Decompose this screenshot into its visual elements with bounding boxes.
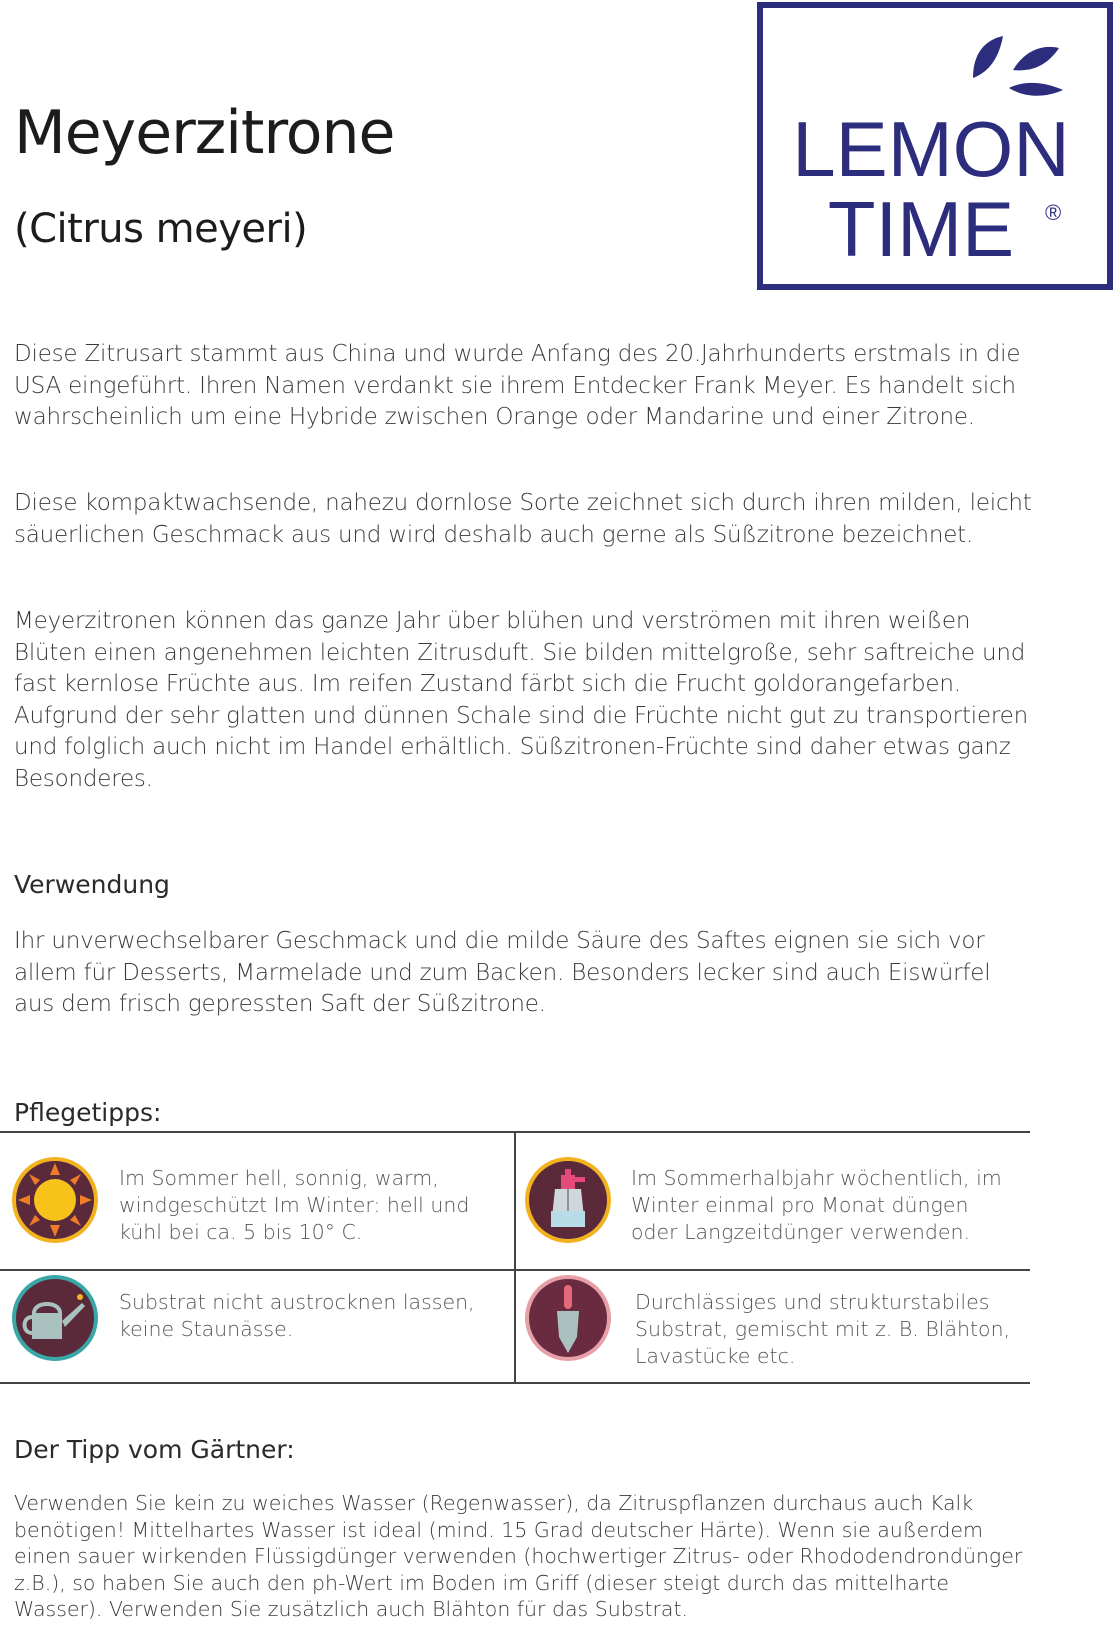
- page-subtitle: (Citrus meyeri): [14, 206, 308, 252]
- usage-heading: Verwendung: [14, 870, 170, 899]
- logo-registered: ®: [1045, 200, 1062, 225]
- grid-divider-vertical: [514, 1131, 516, 1384]
- care-text-light: Im Sommer hell, sonnig, warm, windgeschützt Im Winter: hell und kühl bei ca. 5 bis 10° C.: [119, 1166, 470, 1244]
- care-tips-grid: [0, 1131, 1030, 1384]
- lemon-time-logo: [757, 2, 1113, 290]
- intro-paragraph-1: Diese Zitrusart stammt aus China und wurde Anfang des 20.Jahrhunderts erstmals in die USA eingeführt. Ihren Namen verdankt sie ihrem Entdecker Frank Meyer. Es handelt sich wahrscheinlich um eine Hybride zwischen Orange oder Mandarine und einer Zitrone.: [14, 341, 1021, 430]
- care-heading: Pflegetipps:: [14, 1098, 162, 1127]
- trowel-icon: [523, 1273, 613, 1363]
- spray-bottle-icon: [523, 1155, 613, 1245]
- care-text-fertilizer: Im Sommerhalbjahr wöchentlich, im Winter einmal pro Monat düngen oder Langzeitdünger verwenden.: [631, 1166, 1002, 1244]
- gardener-tip-heading: Der Tipp vom Gärtner:: [14, 1435, 295, 1464]
- care-text-watering: Substrat nicht austrocknen lassen, keine Staunässe.: [119, 1290, 475, 1341]
- care-text-substrate: Durchlässiges und strukturstabiles Substrat, gemischt mit z. B. Blähton, Lavastücke etc.: [635, 1290, 1011, 1368]
- intro-paragraph-2: Diese kompaktwachsende, nahezu dornlose Sorte zeichnet sich durch ihren milden, leicht säuerlichen Geschmack aus und wird deshalb auch gerne als Süßzitrone bezeichnet.: [14, 490, 1032, 548]
- logo-line2: TIME: [827, 185, 1015, 273]
- sun-icon: [10, 1155, 100, 1245]
- logo-graphic: [763, 8, 1107, 284]
- logo-line1: LEMON: [792, 105, 1070, 193]
- watering-can-icon: [10, 1273, 100, 1363]
- gardener-tip-text: Verwenden Sie kein zu weiches Wasser (Regenwasser), da Zitruspflanzen durchaus auch Kalk benötigen! Mittelhartes Wasser ist ideal (mind. 15 Grad deutscher Härte). Wenn sie außerdem einen sauer wirkenden Flüssigdünger verwenden (hochwertiger Zitrus- oder Rhododendrondünger z.B.), so haben Sie auch den ph-Wert im Boden im Griff (dieser steigt durch das mittelharte Wasser). Verwenden Sie zusätzlich auch Blähton für das Substrat.: [14, 1491, 1023, 1621]
- intro-paragraph-3: Meyerzitronen können das ganze Jahr über blühen und verströmen mit ihren weißen Blüten einen angenehmen leichten Zitrusduft. Sie bilden mittelgroße, sehr saftreiche und fast kernlose Früchte aus. Im reifen Zustand färbt sich die Frucht goldorangefarben. Aufgrund der sehr glatten und dünnen Schale sind die Früchte nicht gut zu transportieren und folglich auch nicht im Handel erhältlich. Süßzitronen-Früchte sind daher etwas ganz Besonderes.: [14, 608, 1028, 792]
- usage-text: Ihr unverwechselbarer Geschmack und die milde Säure des Saftes eignen sie sich vor allem für Desserts, Marmelade und zum Backen. Besonders lecker sind auch Eiswürfel aus dem frisch gepressten Saft der Süßzitrone.: [14, 928, 991, 1017]
- page-title: Meyerzitrone: [14, 98, 395, 168]
- leaf-icon: [973, 36, 1063, 96]
